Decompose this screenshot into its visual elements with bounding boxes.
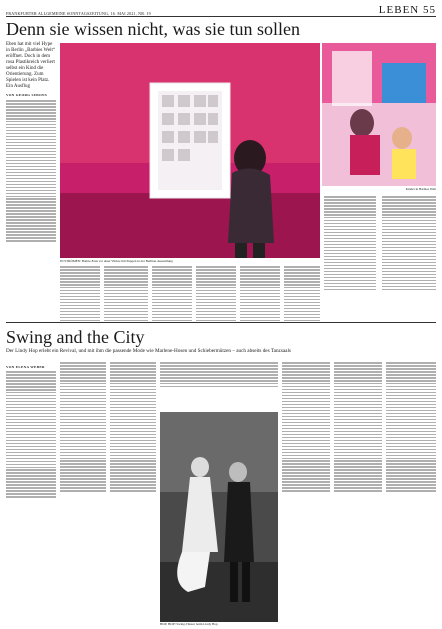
caption-img2: Kinder in Barbies Welt <box>405 187 436 191</box>
text-column-14 <box>282 362 330 492</box>
newspaper-line: FRANKFURTER ALLGEMEINE SONNTAGSZEITUNG, 16. MAI 2021, NR. 19 <box>6 11 151 16</box>
text-column-6 <box>240 266 280 321</box>
text-column-2 <box>60 266 100 321</box>
section-divider <box>6 322 436 323</box>
article-headline-2: Swing and the City <box>6 327 145 347</box>
caption-img3: HOP, HOP! Swing-Tänzer beim Lindy Hop <box>160 622 218 626</box>
text-column-4 <box>152 266 192 321</box>
text-column-9 <box>382 196 436 290</box>
article-headline-1: Denn sie wissen nicht, was sie tun sollen <box>6 19 300 39</box>
article-subline-2: Der Lindy Hop erlebt ein Revival, und mit ihm die passende Mode wie Marlene-Hosen und Schiebermützen – auch abseits des Tanzsaals <box>6 348 291 354</box>
text-column-5 <box>196 266 236 321</box>
text-column-12 <box>110 362 156 492</box>
author-byline-1: VON GEORG SIMONS <box>6 93 48 97</box>
photo-barbie-kids <box>322 43 436 186</box>
text-column-11 <box>60 362 106 492</box>
article-intro-1 <box>6 42 56 242</box>
text-column-8 <box>324 196 376 290</box>
author-byline-2: VON ELENA WEBER <box>6 365 45 369</box>
text-column-7 <box>284 266 320 321</box>
text-column-3 <box>104 266 148 321</box>
caption-img1: IN STRÖMEN: Barbie-Fans vor einer Vitrine mit Puppen in der Berliner Ausstellung <box>60 259 173 263</box>
photo-lindy-hop <box>160 412 278 622</box>
text-column-1 <box>6 100 56 242</box>
text-column-13 <box>160 362 278 387</box>
intro-text: Eben hat mit viel Hype in Berlin „Barbies Welt“ eröffnet. Doch in dem rosa Plastikreich verliert selbst ein Kind die Orientierung. Zum Spielen ist kein Platz. Ein Ausflug <box>6 42 56 89</box>
text-column-15 <box>334 362 382 492</box>
text-column-16 <box>386 362 436 492</box>
section-title: LEBEN 55 <box>378 4 436 16</box>
page-header <box>6 4 436 17</box>
photo-barbie-exhibition <box>60 43 320 258</box>
text-column-10 <box>6 362 56 498</box>
